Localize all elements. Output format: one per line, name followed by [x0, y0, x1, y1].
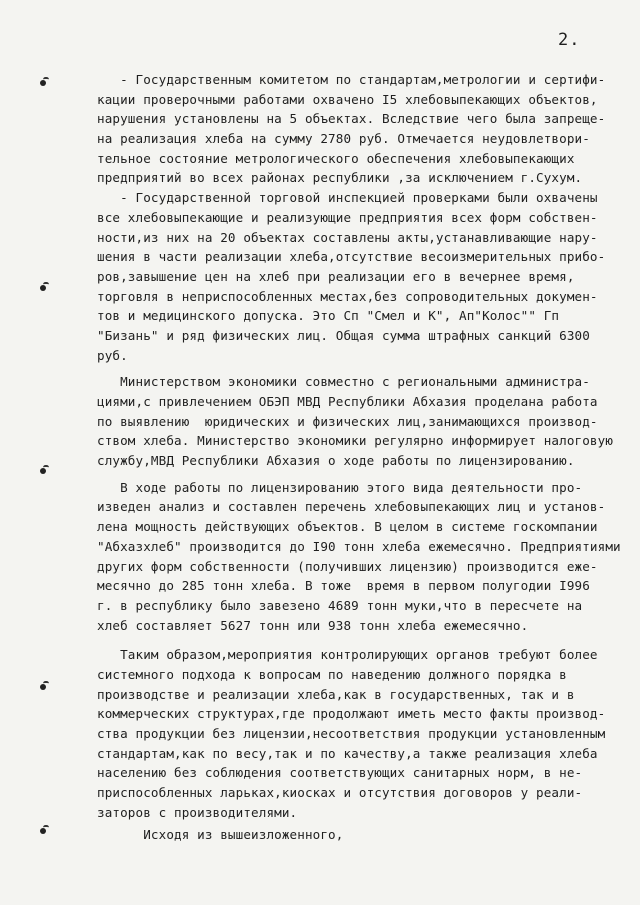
paragraph-licensing-analysis	[97, 478, 637, 636]
text-line: "Бизань" и ряд физических лиц. Общая сумма штрафных санкций 6300	[97, 327, 590, 343]
text-line: ством хлеба. Министерство экономики регулярно информирует налоговую	[97, 433, 614, 449]
paragraph-conclusion	[97, 645, 637, 822]
text-line: хлеб составляет 5627 тонн или 938 тонн хлеба ежемесячно.	[97, 617, 529, 633]
closing-line: Исходя из вышеизложенного,	[97, 827, 344, 843]
text-line: службу,МВД Республики Абхазия о ходе работы по лицензированию.	[97, 453, 575, 469]
text-line: все хлебовыпекающие и реализующие предприятия всех форм собствен-	[97, 209, 598, 225]
document-body	[97, 70, 637, 845]
text-line: приспособленных ларьках,киосках и отсутствия договоров у реали-	[97, 785, 583, 801]
text-line: стандартам,как по весу,так и по качеству,а также реализация хлеба	[97, 745, 598, 761]
text-line: тов и медицинского допуска. Это Сп "Смел и К", Ап"Колос"" Гп	[97, 308, 560, 324]
text-line: системного подхода к вопросам по наведению должного порядка в	[97, 666, 567, 682]
text-line: "Абхазхлеб" производится до I90 тонн хлеба ежемесячно. Предприятиями	[97, 538, 621, 554]
text-line: В ходе работы по лицензированию этого вида деятельности про-	[97, 479, 583, 495]
binder-hole-mark	[40, 828, 46, 834]
paragraph-gap	[97, 365, 637, 372]
paragraph-ministry-of-economy	[97, 372, 637, 470]
text-line: лена мощность действующих объектов. В целом в системе госкомпании	[97, 519, 598, 535]
binder-hole-mark	[40, 285, 46, 291]
text-line: населению без соблюдения соответствующих санитарных норм, в не-	[97, 765, 583, 781]
paragraph-gap	[97, 471, 637, 478]
text-line: кации проверочными работами охвачено I5 хлебовыпекающих объектов,	[97, 91, 598, 107]
text-line: торговля в неприспособленных местах,без сопроводительных докумен-	[97, 288, 598, 304]
text-line: шения в части реализации хлеба,отсутствие весоизмерительных прибо-	[97, 249, 606, 265]
text-line: коммерческих структурах,где продолжают иметь место факты производ-	[97, 706, 606, 722]
text-line: г. в республику было завезено 4689 тонн муки,что в пересчете на	[97, 597, 583, 613]
text-line: ства продукции без лицензии,несоответствия продукции установленным	[97, 726, 606, 741]
text-line: месячно до 285 тонн хлеба. В тоже время в первом полугодии I996	[97, 578, 590, 594]
page-number: 2.	[558, 30, 581, 50]
text-line: заторов с производителями.	[97, 804, 298, 820]
text-line: ров,завышение цен на хлеб при реализации его в вечернее время,	[97, 268, 575, 284]
text-line: нарушения установлены на 5 объектах. Вследствие чего была запреще-	[97, 111, 606, 127]
text-line: - Государственным комитетом по стандартам,метрологии и сертифи-	[97, 72, 606, 87]
text-line: - Государственной торговой инспекцией проверками были охвачены	[97, 190, 598, 206]
text-line: на реализация хлеба на сумму 2780 руб. Отмечается неудовлетвори-	[97, 131, 590, 147]
binder-hole-mark	[40, 684, 46, 690]
text-line: ности,из них на 20 объектах составлены акты,устанавливающие нару-	[97, 229, 598, 245]
text-line: по выявлению юридических и физических лиц,занимающихся производ-	[97, 413, 598, 429]
paragraph-gap	[97, 635, 637, 645]
text-line: предприятий во всех районах республики ,за исключением г.Сухум.	[97, 170, 583, 186]
binder-hole-mark	[40, 80, 46, 86]
text-line: Таким образом,мероприятия контролирующих органов требуют более	[97, 647, 598, 663]
text-line: тельное состояние метрологического обеспечения хлебовыпекающих	[97, 150, 575, 166]
binder-hole-mark	[40, 468, 46, 474]
paragraph-standards-and-trade-inspection	[97, 70, 637, 365]
text-line: изведен анализ и составлен перечень хлебовыпекающих лиц и установ-	[97, 499, 606, 515]
text-line: руб.	[97, 347, 128, 363]
text-line: циями,с привлечением ОБЭП МВД Республики Абхазия проделана работа	[97, 394, 598, 409]
text-line: других форм собственности (получивших лицензию) производится еже-	[97, 558, 598, 574]
text-line: производстве и реализации хлеба,как в государственных, так и в	[97, 686, 575, 702]
text-line: Министерством экономики совместно с региональными администра-	[97, 374, 590, 390]
